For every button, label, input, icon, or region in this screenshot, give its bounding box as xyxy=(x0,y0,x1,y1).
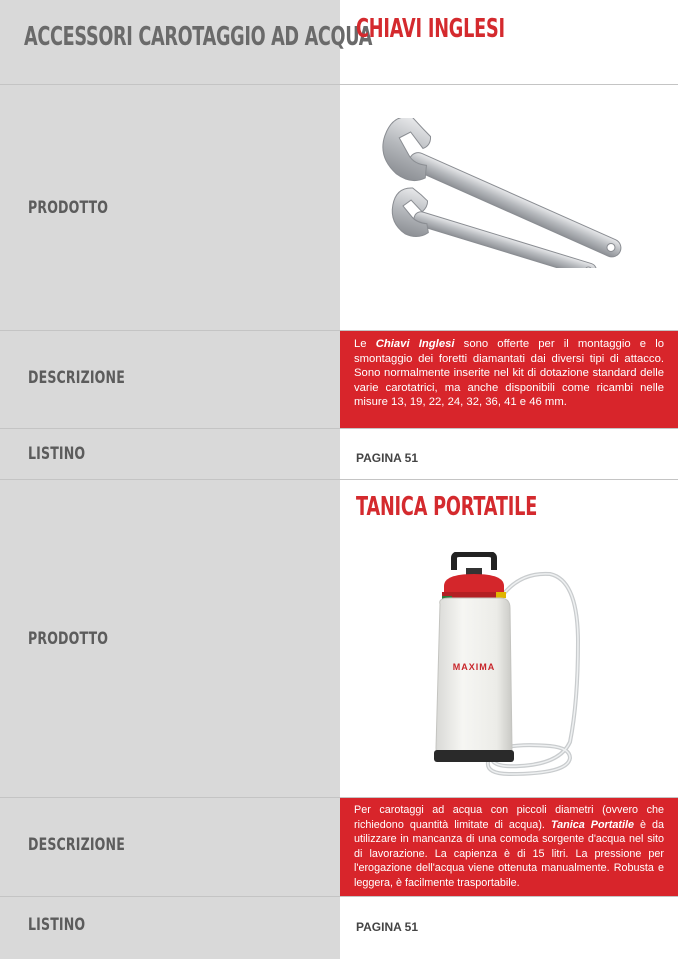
divider xyxy=(0,479,678,480)
description-product-name: Tanica Portatile xyxy=(550,818,634,831)
product-image-tanica-portatile xyxy=(420,552,600,786)
tank-brand-text: MAXIMA xyxy=(452,662,496,672)
wrench-pair-icon xyxy=(370,118,640,268)
description-text-part: sono offerte per il montaggio e lo smontaggio dei foretti diamantati dai diversi tipi di attacco. Sono normalmente inserite nel kit di dotazione standard delle varie carotatrici, ma anche disponibili come ricambi nelle misure 13, 19, 22, 24, 32, 36, 41 e 46 mm. xyxy=(354,338,664,408)
divider xyxy=(0,896,678,897)
label-listino: LISTINO xyxy=(28,444,86,464)
label-descrizione: DESCRIZIONE xyxy=(28,835,125,855)
description-text-part: Le xyxy=(354,338,376,350)
listino-page-ref[interactable]: PAGINA 51 xyxy=(356,451,419,465)
label-prodotto: PRODOTTO xyxy=(28,198,109,218)
description-text-part: Per carotaggi ad acqua con piccoli diametri (ovvero che richiedono quantità limitate di acqua). xyxy=(354,804,664,831)
divider xyxy=(0,428,678,429)
product-image-chiavi-inglesi xyxy=(370,118,640,268)
description-product-name: Chiavi Inglesi xyxy=(375,338,455,350)
divider xyxy=(0,84,678,85)
listino-page-ref[interactable]: PAGINA 51 xyxy=(356,920,419,934)
label-descrizione: DESCRIZIONE xyxy=(28,368,125,388)
water-tank-icon xyxy=(420,552,600,786)
description-box-chiavi-inglesi xyxy=(340,331,678,428)
description-text xyxy=(354,337,664,410)
section-title-chiavi-inglesi: CHIAVI INGLESI xyxy=(356,14,505,44)
description-text xyxy=(354,803,664,891)
section-title-tanica-portatile: TANICA PORTATILE xyxy=(356,492,538,522)
description-text-part: è da utilizzare in mancanza di una comoda sorgente d'acqua nel sito di lavorazione. La capienza è di 15 litri. La pressione per l'erogazione dell'acqua viene ottenuta manualmente. Robusta e leggera, è facilmente trasportabile. xyxy=(354,818,664,889)
label-listino: LISTINO xyxy=(28,915,86,935)
page-title: ACCESSORI CAROTAGGIO AD ACQUA xyxy=(24,22,373,52)
description-box-tanica-portatile xyxy=(340,798,678,896)
label-prodotto: PRODOTTO xyxy=(28,629,109,649)
